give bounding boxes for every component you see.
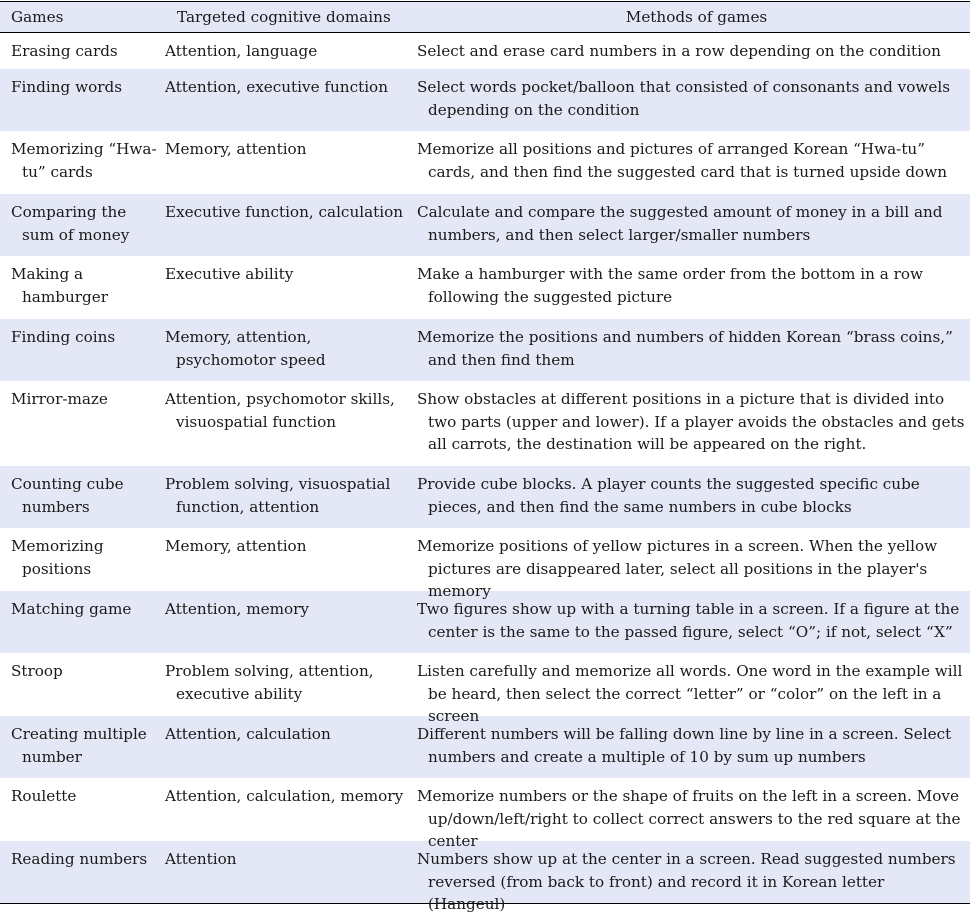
table-row: [0, 381, 970, 466]
cognitive-domains: Executive function, calculation: [165, 203, 404, 221]
table-row: [0, 69, 970, 131]
table-row: [0, 33, 970, 69]
table-row: [0, 131, 970, 194]
header-methods: Methods of games: [625, 8, 768, 26]
game-name: Reading numbers: [11, 850, 148, 868]
table-row: [0, 528, 970, 600]
game-name: Counting cube numbers: [11, 475, 124, 516]
table-row: [0, 256, 970, 319]
game-method: Memorize positions of yellow pictures in a screen. When the yellow pictures are disappeared later, select all positions in the player's memory: [417, 537, 938, 600]
table-row: [0, 841, 970, 913]
cognitive-domains: Memory, attention: [165, 537, 307, 555]
cognitive-domains: Attention, executive function: [165, 78, 388, 96]
cognitive-domains: Executive ability: [165, 265, 294, 283]
table-row: [0, 194, 970, 256]
table-row: [0, 716, 970, 778]
game-method: Memorize numbers or the shape of fruits on the left in a screen. Move up/down/left/right to collect correct answers to the red square at the center: [417, 787, 961, 850]
game-method: Listen carefully and memorize all words. One word in the example will be heard, then select the correct “letter” or “color” on the left in a screen: [417, 662, 963, 725]
game-name: Stroop: [11, 662, 63, 680]
game-name: Finding words: [11, 78, 123, 96]
header-domains: Targeted cognitive domains: [177, 8, 391, 26]
cognitive-domains: Memory, attention, psychomotor speed: [165, 328, 326, 369]
game-method: Select and erase card numbers in a row depending on the condition: [417, 42, 941, 60]
table-row: [0, 591, 970, 653]
game-name: Roulette: [11, 787, 77, 805]
cognitive-domains: Attention, language: [165, 42, 318, 60]
cognitive-domains: Attention, calculation, memory: [165, 787, 404, 805]
table-row: [0, 778, 970, 850]
game-name: Making a hamburger: [11, 265, 108, 306]
game-name: Memorizing “Hwa-tu” cards: [11, 140, 157, 181]
cognitive-domains: Attention: [165, 850, 237, 868]
game-method: Memorize all positions and pictures of arranged Korean “Hwa-tu” cards, and then find the suggested card that is turned upside down: [417, 140, 947, 181]
game-method: Numbers show up at the center in a screen. Read suggested numbers reversed (from back to front) and record it in Korean letter (Hangeul): [417, 850, 956, 913]
cognitive-domains: Problem solving, visuospatial function, attention: [165, 475, 391, 516]
cognitive-domains: Memory, attention: [165, 140, 307, 158]
game-method: Calculate and compare the suggested amount of money in a bill and numbers, and then select larger/smaller numbers: [417, 203, 943, 244]
game-name: Comparing the sum of money: [11, 203, 130, 244]
game-name: Matching game: [11, 600, 132, 618]
game-name: Erasing cards: [11, 42, 118, 60]
game-name: Finding coins: [11, 328, 116, 346]
table-row: [0, 319, 970, 381]
game-name: Mirror-maze: [11, 390, 108, 408]
table-header: [0, 2, 970, 33]
game-method: Provide cube blocks. A player counts the suggested specific cube pieces, and then find the same numbers in cube blocks: [417, 475, 920, 516]
game-method: Select words pocket/balloon that consisted of consonants and vowels depending on the condition: [417, 78, 951, 119]
cognitive-domains: Attention, memory: [165, 600, 309, 618]
cognitive-domains: Attention, psychomotor skills, visuospatial function: [165, 390, 395, 431]
games-table: [0, 1, 970, 913]
cognitive-domains: Problem solving, attention, executive ability: [165, 662, 374, 703]
game-name: Creating multiple number: [11, 725, 147, 766]
cognitive-domains: Attention, calculation: [165, 725, 331, 743]
game-name: Memorizing positions: [11, 537, 104, 578]
game-method: Make a hamburger with the same order from the bottom in a row following the suggested picture: [417, 265, 923, 306]
game-method: Two figures show up with a turning table in a screen. If a figure at the center is the same to the passed figure, select “O”; if not, select “X”: [417, 600, 960, 641]
table-row: [0, 466, 970, 528]
table-row: [0, 653, 970, 725]
game-method: Memorize the positions and numbers of hidden Korean “brass coins,” and then find them: [417, 328, 953, 369]
header-games: Games: [11, 8, 64, 26]
game-method: Show obstacles at different positions in a picture that is divided into two parts (upper and lower). If a player avoids the obstacles and gets all carrots, the destination will be appeared on the right.: [417, 390, 965, 453]
game-method: Different numbers will be falling down line by line in a screen. Select numbers and create a multiple of 10 by sum up numbers: [417, 725, 952, 766]
